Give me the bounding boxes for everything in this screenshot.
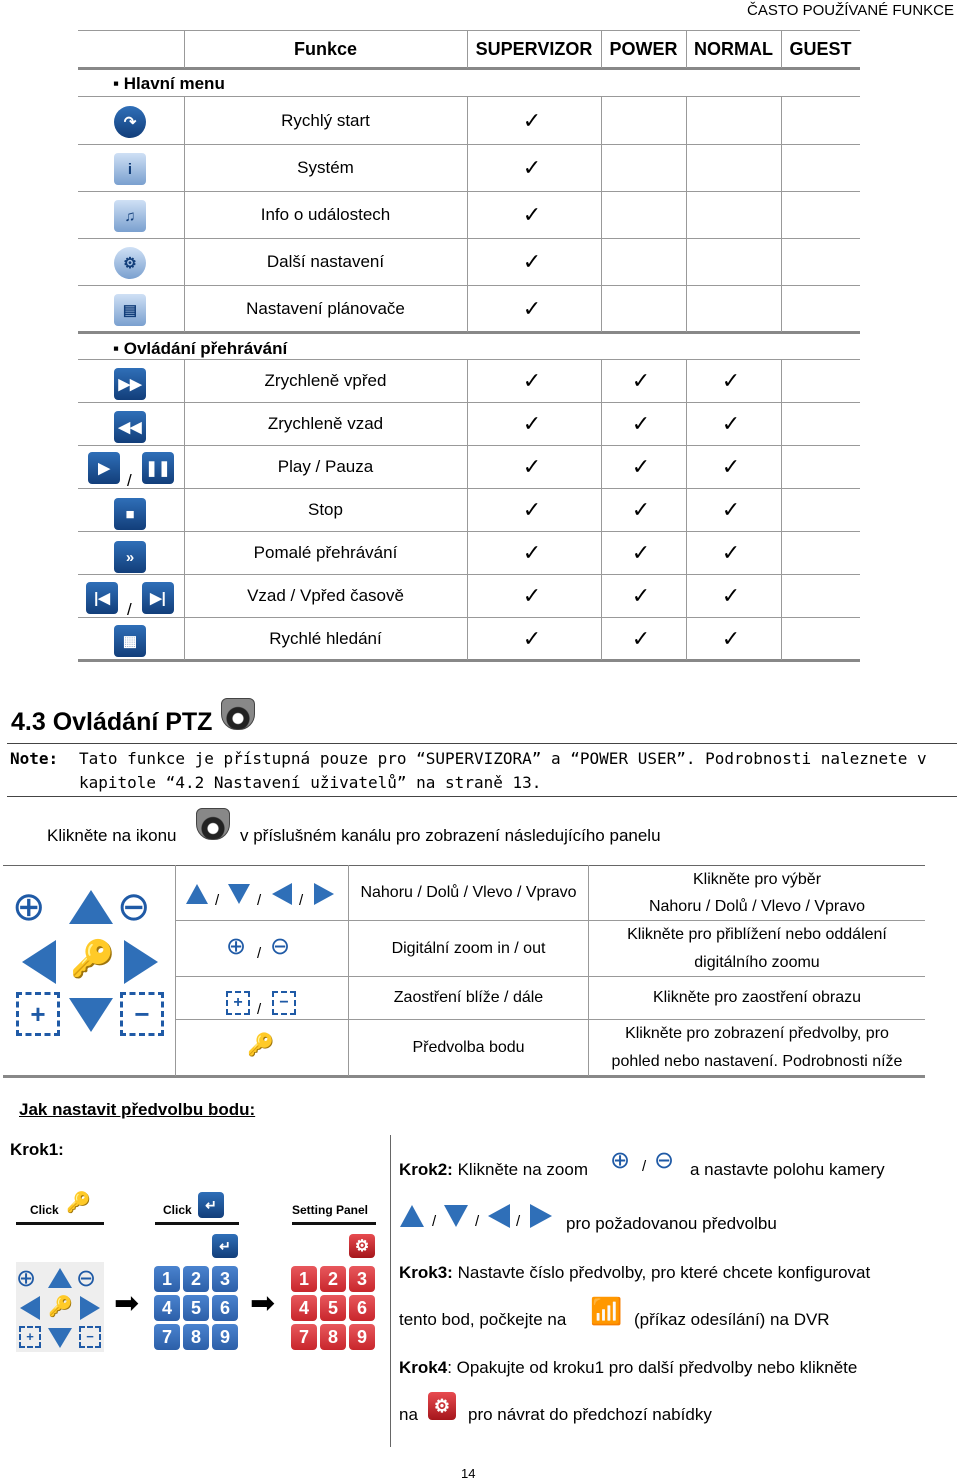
focus-near-icon: + xyxy=(226,991,250,1015)
focus-far-icon[interactable]: − xyxy=(120,992,164,1036)
slash-separator: / xyxy=(215,892,220,909)
column-header-supervisor: SUPERVIZOR xyxy=(475,38,593,59)
ptz-row-desc: Klikněte pro zobrazení předvolby, pro xyxy=(625,1025,889,1042)
sending-command-icon: 📶 xyxy=(590,1296,623,1326)
enter-icon: ↵ xyxy=(212,1234,238,1258)
left-arrow-icon xyxy=(20,1296,40,1320)
section-title-playback xyxy=(113,339,287,359)
fast-forward-icon: ▶▶ xyxy=(114,368,146,400)
keypad-key-7: 7 xyxy=(154,1324,180,1350)
preset-key-icon: 🔑 xyxy=(247,1032,275,1057)
click-icon-instruction: Klikněte na ikonu xyxy=(47,826,177,845)
row-label-prev-next: Vzad / Vpřed časově xyxy=(247,586,404,605)
step3-line2a: tento bod, počkejte na xyxy=(399,1310,567,1329)
checkmark-icon: ✓ xyxy=(721,368,741,393)
preset-key-icon: 🔑 xyxy=(66,1192,91,1214)
ptz-camera-icon xyxy=(221,698,255,730)
row-label-slow-play: Pomalé přehrávání xyxy=(253,543,398,562)
bullet-icon: ▪ xyxy=(113,74,124,93)
step2-after: a nastavte polohu kamery xyxy=(690,1160,885,1179)
checkmark-icon: ✓ xyxy=(721,497,741,522)
column-header-power: POWER xyxy=(609,38,678,59)
preset-heading: Jak nastavit předvolbu bodu: xyxy=(19,1100,256,1119)
column-header-guest: GUEST xyxy=(789,38,852,59)
checkmark-icon: ✓ xyxy=(721,454,741,479)
slash-separator: / xyxy=(432,1213,437,1230)
arrow-right-icon: ➡ xyxy=(250,1287,276,1320)
mini-ptz-panel xyxy=(16,1262,104,1352)
section-title-main-menu xyxy=(113,74,225,94)
slash-separator: / xyxy=(475,1213,480,1230)
ptz-row-name: Zaostření blíže / dále xyxy=(393,989,544,1006)
row-label-stop: Stop xyxy=(308,500,343,519)
keypad-key-9: 9 xyxy=(349,1324,375,1350)
advanced-settings-icon: ⚙ xyxy=(114,247,146,279)
row-label-quick-start: Rychlý start xyxy=(281,110,370,130)
keypad-key-1: 1 xyxy=(154,1266,180,1292)
focus-far-icon: − xyxy=(272,991,296,1015)
keypad-key-6: 6 xyxy=(212,1295,238,1321)
keypad-key-6: 6 xyxy=(349,1295,375,1321)
ptz-row-desc: Klikněte pro výběr xyxy=(692,870,822,888)
column-header-normal: NORMAL xyxy=(694,38,773,59)
down-arrow-icon xyxy=(48,1328,72,1348)
next-icon: ▶| xyxy=(142,582,174,614)
quick-search-icon: ▦ xyxy=(114,625,146,657)
keypad-key-3: 3 xyxy=(212,1266,238,1292)
down-arrow-icon[interactable] xyxy=(69,998,113,1032)
step4-line1 xyxy=(399,1358,857,1378)
ptz-row-name: Nahoru / Dolů / Vlevo / Vpravo xyxy=(360,884,577,901)
checkmark-icon: ✓ xyxy=(631,540,651,565)
slash-separator: / xyxy=(299,892,304,909)
slash-separator: / xyxy=(127,471,132,490)
settings-gear-icon: ⚙ xyxy=(428,1392,456,1420)
up-arrow-icon[interactable] xyxy=(69,890,113,924)
checkmark-icon: ✓ xyxy=(522,454,542,479)
keypad-key-7: 7 xyxy=(291,1324,317,1350)
play-icon: ▶ xyxy=(88,452,120,484)
slash-separator: / xyxy=(516,1213,521,1230)
stop-icon: ■ xyxy=(114,498,146,530)
note-text-line1: Tato funkce je přístupná pouze pro “SUPERVIZORA” a “POWER USER”. Podrobnosti naleznete v xyxy=(79,749,927,768)
checkmark-icon: ✓ xyxy=(522,540,542,565)
checkmark-icon: ✓ xyxy=(522,108,542,133)
focus-near-icon[interactable]: + xyxy=(16,992,60,1036)
ptz-camera-icon xyxy=(196,808,230,840)
step4-text: : Opakujte od kroku1 pro další předvolby nebo klikněte xyxy=(447,1358,858,1377)
checkmark-icon: ✓ xyxy=(631,626,651,651)
slash-separator: / xyxy=(642,1158,647,1175)
keypad-key-8: 8 xyxy=(183,1324,209,1350)
keypad-key-9: 9 xyxy=(212,1324,238,1350)
click-caption: Click xyxy=(163,1203,192,1217)
note-text-line2: kapitole “4.2 Nastavení uživatelů” na straně 13. xyxy=(79,773,542,792)
fast-rewind-icon: ◀◀ xyxy=(114,411,146,443)
checkmark-icon: ✓ xyxy=(522,497,542,522)
checkmark-icon: ✓ xyxy=(631,497,651,522)
pause-icon: ❚❚ xyxy=(142,452,174,484)
step2-label: Krok2: xyxy=(399,1160,453,1179)
keypad-key-8: 8 xyxy=(320,1324,346,1350)
focus-far-icon: − xyxy=(79,1326,101,1348)
section-title-text: Hlavní menu xyxy=(123,74,225,93)
row-label-quick-search: Rychlé hledání xyxy=(269,628,382,648)
keypad-key-2: 2 xyxy=(183,1266,209,1292)
checkmark-icon: ✓ xyxy=(522,202,542,227)
checkmark-icon: ✓ xyxy=(631,368,651,393)
checkmark-icon: ✓ xyxy=(522,368,542,393)
step2-text: Klikněte na zoom xyxy=(457,1160,588,1179)
row-label-advanced-settings: Další nastavení xyxy=(266,252,385,271)
right-arrow-icon xyxy=(80,1296,100,1320)
ptz-row-desc: Klikněte pro přiblížení nebo oddálení xyxy=(627,926,887,943)
step2-line2: pro požadovanou předvolbu xyxy=(566,1214,777,1233)
right-arrow-icon[interactable] xyxy=(124,940,158,984)
slash-separator: / xyxy=(127,600,132,619)
step4-line2a: na xyxy=(399,1405,418,1424)
checkmark-icon: ✓ xyxy=(721,626,741,651)
down-arrow-icon xyxy=(444,1205,468,1227)
row-label-fast-rewind: Zrychleně vzad xyxy=(267,414,384,433)
down-arrow-icon xyxy=(228,884,250,904)
previous-icon: |◀ xyxy=(86,582,118,614)
zoom-out-icon: ⊖ xyxy=(654,1147,675,1174)
bullet-icon: ▪ xyxy=(113,339,124,358)
checkmark-icon: ✓ xyxy=(522,249,542,274)
column-header-function: Funkce xyxy=(293,38,358,59)
enter-icon: ↵ xyxy=(198,1192,224,1218)
preset-key-icon: 🔑 xyxy=(48,1296,73,1318)
click-icon-instruction-tail: v příslušném kanálu pro zobrazení následujícího panelu xyxy=(240,826,661,845)
checkmark-icon: ✓ xyxy=(721,411,741,436)
zoom-in-icon[interactable]: ⊕ xyxy=(12,885,46,929)
settings-gear-icon: ⚙ xyxy=(349,1234,375,1258)
zoom-out-icon: ⊖ xyxy=(76,1265,97,1292)
keypad-key-3: 3 xyxy=(349,1266,375,1292)
ptz-row-desc: pohled nebo nastavení. Podrobnosti níže xyxy=(611,1052,903,1070)
row-label-play-pause: Play / Pauza xyxy=(277,457,374,476)
setting-panel-caption: Setting Panel xyxy=(292,1203,369,1217)
zoom-in-icon: ⊕ xyxy=(226,933,247,960)
checkmark-icon: ✓ xyxy=(522,626,542,651)
checkmark-icon: ✓ xyxy=(522,155,542,180)
step3-label: Krok3: xyxy=(399,1263,453,1282)
right-arrow-icon xyxy=(314,883,334,905)
step2-line1 xyxy=(399,1160,588,1180)
checkmark-icon: ✓ xyxy=(522,411,542,436)
zoom-out-icon[interactable]: ⊖ xyxy=(117,885,151,929)
zoom-in-icon: ⊕ xyxy=(610,1147,631,1174)
row-label-system: Systém xyxy=(297,158,354,177)
up-arrow-icon xyxy=(186,884,208,904)
row-label-event-info: Info o událostech xyxy=(260,205,391,224)
keypad-key-2: 2 xyxy=(320,1266,346,1292)
step3-line1 xyxy=(399,1263,870,1283)
chapter-header: ČASTO POUŽÍVANÉ FUNKCE xyxy=(747,2,954,19)
slash-separator: / xyxy=(257,892,262,909)
note-label: Note: xyxy=(10,749,59,768)
checkmark-icon: ✓ xyxy=(721,583,741,608)
left-arrow-icon xyxy=(488,1204,510,1228)
ptz-row-name: Digitální zoom in / out xyxy=(391,939,546,957)
slow-play-icon: » xyxy=(114,541,146,573)
ptz-row-desc: digitálního zoomu xyxy=(694,953,820,971)
checkmark-icon: ✓ xyxy=(631,454,651,479)
click-caption: Click xyxy=(30,1203,59,1217)
slash-separator: / xyxy=(257,945,262,962)
page-number: 14 xyxy=(461,1466,476,1481)
right-arrow-icon xyxy=(530,1204,552,1228)
checkmark-icon: ✓ xyxy=(631,583,651,608)
step4-line2b: pro návrat do předchozí nabídky xyxy=(468,1405,712,1424)
keypad-key-4: 4 xyxy=(291,1295,317,1321)
keypad-key-4: 4 xyxy=(154,1295,180,1321)
section-title-text: Ovládání přehrávání xyxy=(123,339,288,358)
ptz-control-panel xyxy=(12,884,166,1038)
focus-near-icon: + xyxy=(19,1326,41,1348)
ptz-row-desc: Nahoru / Dolů / Vlevo / Vpravo xyxy=(648,897,866,915)
ptz-row-desc: Klikněte pro zaostření obrazu xyxy=(652,989,862,1006)
zoom-in-icon: ⊕ xyxy=(16,1265,37,1292)
preset-key-icon[interactable]: 🔑 xyxy=(70,938,115,979)
system-info-icon: i xyxy=(114,153,146,185)
schedule-settings-icon: ▤ xyxy=(114,294,146,326)
checkmark-icon: ✓ xyxy=(522,296,542,321)
up-arrow-icon xyxy=(48,1268,72,1288)
left-arrow-icon[interactable] xyxy=(22,940,56,984)
keypad-key-5: 5 xyxy=(183,1295,209,1321)
arrow-right-icon: ➡ xyxy=(114,1287,140,1320)
step1-label: Krok1: xyxy=(10,1140,64,1159)
checkmark-icon: ✓ xyxy=(721,540,741,565)
ptz-row-name: Předvolba bodu xyxy=(412,1038,525,1056)
step4-label: Krok4 xyxy=(399,1358,448,1377)
keypad-key-5: 5 xyxy=(320,1295,346,1321)
left-arrow-icon xyxy=(272,883,292,905)
section-heading-ptz: 4.3 Ovládání PTZ xyxy=(11,708,213,736)
event-info-icon: ♫ xyxy=(114,200,146,232)
keypad-key-1: 1 xyxy=(291,1266,317,1292)
quick-start-icon: ↷ xyxy=(114,106,146,138)
up-arrow-icon xyxy=(400,1205,424,1227)
step3-line2b: (příkaz odesílání) na DVR xyxy=(634,1310,830,1329)
row-label-schedule-settings: Nastavení plánovače xyxy=(246,299,405,318)
row-label-fast-forward: Zrychleně vpřed xyxy=(264,371,387,390)
step3-text: Nastavte číslo předvolby, pro které chcete konfigurovat xyxy=(457,1263,871,1282)
slash-separator: / xyxy=(257,1001,262,1018)
checkmark-icon: ✓ xyxy=(631,411,651,436)
zoom-out-icon: ⊖ xyxy=(270,933,291,960)
checkmark-icon: ✓ xyxy=(522,583,542,608)
